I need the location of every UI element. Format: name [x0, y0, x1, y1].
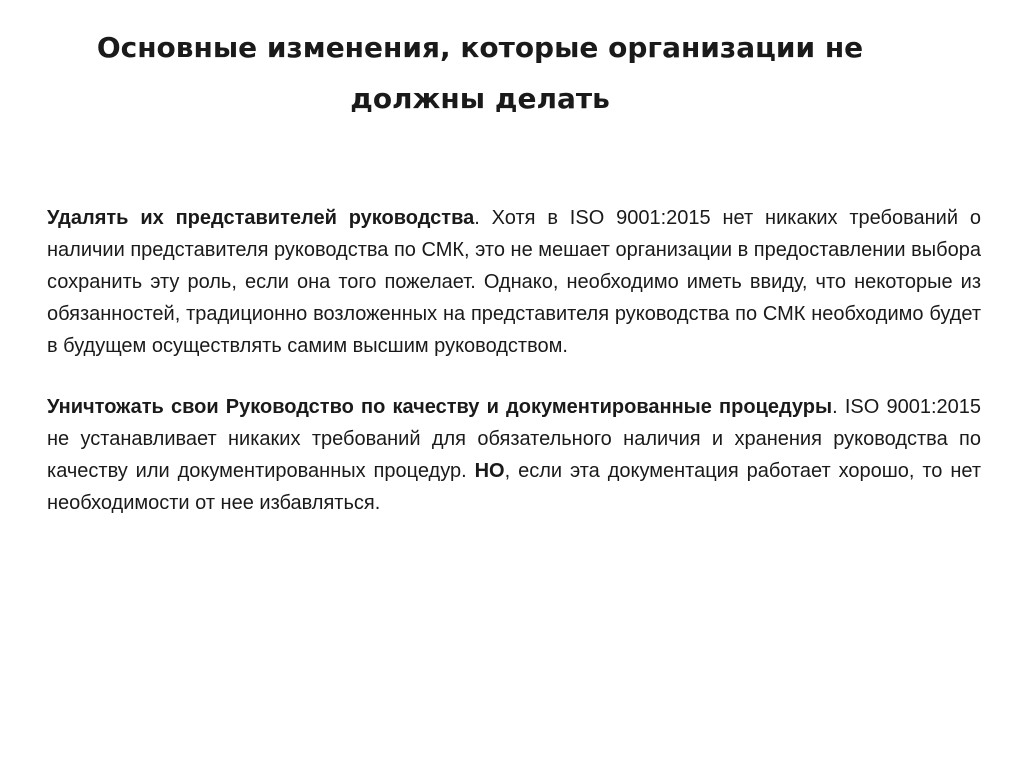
paragraph-lead: Уничтожать свои Руководство по качеству и документированные процедуры: [47, 396, 833, 418]
slide-body: [47, 202, 981, 548]
paragraph-text: . Хотя в ISO 9001:2015 нет никаких требований о наличии представителя руководства по СМК, это не мешает организации в предоставлении выбора сохранить эту роль, если она того пожелает. Однако, необходимо иметь ввиду, что некоторые из обязанностей, традиционно возложенных на представителя руководства по СМК необходимо будет в будущем осуществлять самим высшим руководством.: [47, 207, 981, 357]
paragraph-management-representative: [47, 202, 981, 362]
slide-title: Основные изменения, которые организации не должны делать: [96, 31, 864, 115]
paragraph-emphasis: НО: [474, 460, 505, 482]
paragraph-text: , если эта документация работает хорошо, то нет необходимости от нее избавляться.: [47, 460, 981, 514]
paragraph-lead: Удалять их представителей руководства: [47, 207, 475, 229]
paragraph-text: . ISO 9001:2015 не устанавливает никаких требований для обязательного наличия и хранения руководства по качеству или документированных процедур.: [47, 396, 981, 482]
paragraph-quality-manual: [47, 391, 981, 519]
